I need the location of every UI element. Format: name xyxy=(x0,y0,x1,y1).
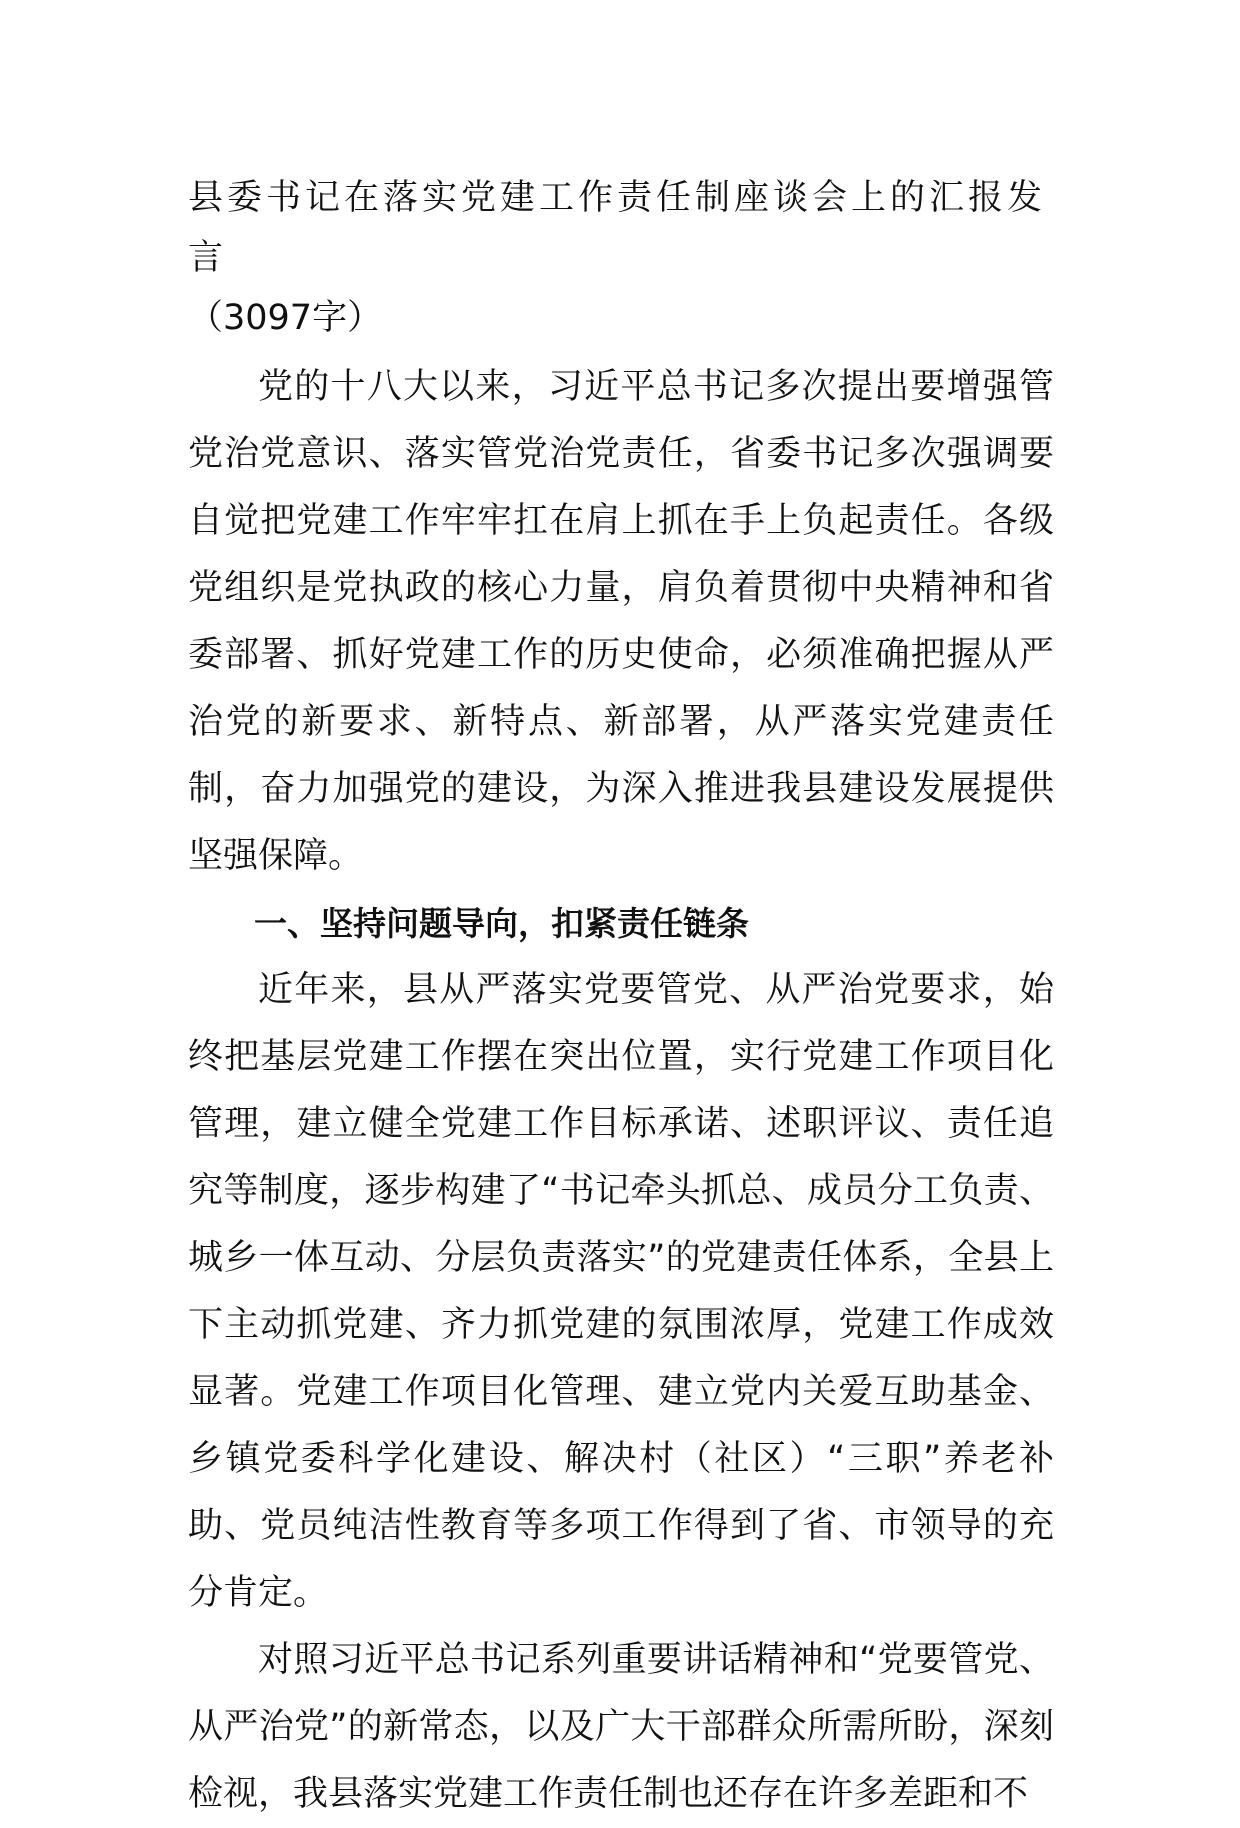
word-count: （3097字） xyxy=(188,298,383,338)
paragraph-intro: 党的十八大以来，习近平总书记多次提出要增强管党治党意识、落实管党治党责任，省委书记多次强调要自觉把党建工作牢牢扛在肩上抓在手上负起责任。各级党组织是党执政的核心力量，肩负着贯彻中央精神和省委部署、抓好党建工作的历史使命，必须准确把握从严治党的新要求、新特点、新部署，从严落实党建责任制，奋力加强党的建设，为深入推进我县建设发展提供坚强保障。 xyxy=(188,367,1054,876)
document-page xyxy=(188,168,1054,1828)
section-heading-1: 一、坚持问题导向，扣紧责任链条 xyxy=(254,904,749,943)
paragraph-section-1-continued: 对照习近平总书记系列重要讲话精神和“党要管党、从严治党”的新常态，以及广大干部群众所需所盼，深刻检视，我县落实党建工作责任制也还存在许多差距和不 xyxy=(188,1640,1054,1814)
paragraph-section-1-body: 近年来，县从严落实党要管党、从严治党要求，始终把基层党建工作摆在突出位置，实行党建工作项目化管理，建立健全党建工作目标承诺、述职评议、责任追究等制度，逐步构建了“书记牵头抓总、成员分工负责、城乡一体互动、分层负责落实”的党建责任体系，全县上下主动抓党建、齐力抓党建的氛围浓厚，党建工作成效显著。党建工作项目化管理、建立党内关爱互助基金、乡镇党委科学化建设、解决村（社区）“三职”养老补助、党员纯洁性教育等多项工作得到了省、市领导的充分肯定。 xyxy=(188,970,1054,1613)
document-title-block xyxy=(188,168,1054,348)
document-title: 县委书记在落实党建工作责任制座谈会上的汇报发言 xyxy=(188,178,1047,278)
